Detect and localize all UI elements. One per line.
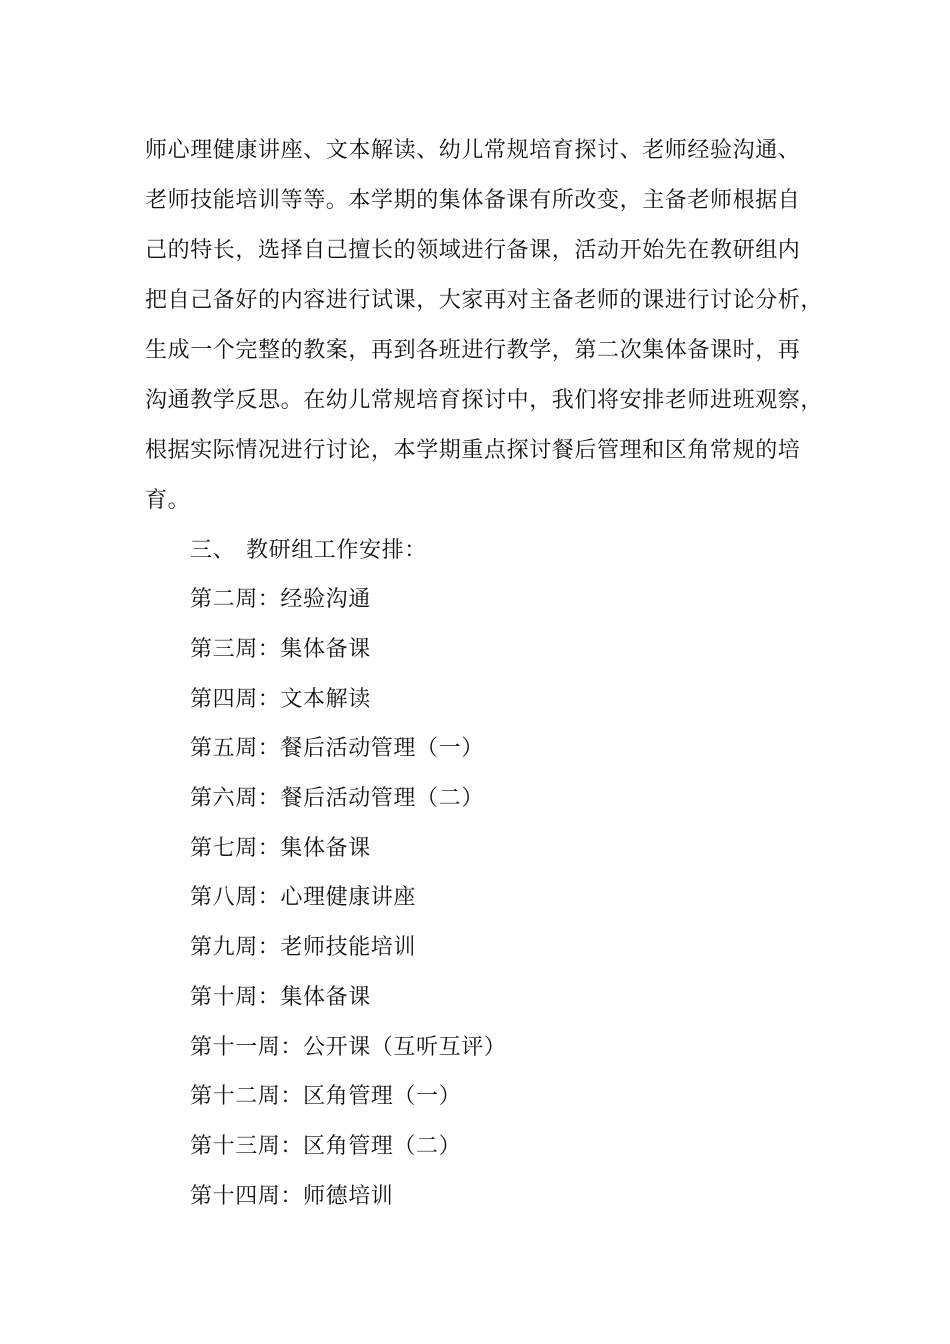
section-number: 三、 <box>190 538 236 563</box>
schedule-item: 第八周：心理健康讲座 <box>190 885 417 910</box>
paragraph-line: 育。 <box>145 488 191 513</box>
schedule-item: 第四周：文本解读 <box>190 687 371 712</box>
paragraph-line: 师心理健康讲座、文本解读、幼儿常规培育探讨、老师经验沟通、 <box>145 138 801 163</box>
paragraph-line: 把自己备好的内容进行试课，大家再对主备老师的课进行讨论分析， <box>145 288 824 313</box>
paragraph-line: 老师技能培训等等。本学期的集体备课有所改变，主备老师根据自 <box>145 188 801 213</box>
schedule-item: 第十周：集体备课 <box>190 985 371 1010</box>
schedule-item: 第九周：老师技能培训 <box>190 935 417 960</box>
schedule-item: 第十四周：师德培训 <box>190 1184 394 1209</box>
paragraph-line: 沟通教学反思。在幼儿常规培育探讨中，我们将安排老师进班观察， <box>145 388 824 413</box>
paragraph-line: 根据实际情况进行讨论，本学期重点探讨餐后管理和区角常规的培 <box>145 438 801 463</box>
schedule-item: 第二周：经验沟通 <box>190 587 371 612</box>
schedule-item: 第三周：集体备课 <box>190 637 371 662</box>
schedule-item: 第六周：餐后活动管理（二） <box>190 786 484 811</box>
schedule-item: 第七周：集体备课 <box>190 836 371 861</box>
section-heading <box>190 536 427 566</box>
schedule-item: 第十三周：区角管理（二） <box>190 1134 462 1159</box>
paragraph-line: 己的特长，选择自己擅长的领域进行备课，活动开始先在教研组内 <box>145 238 801 263</box>
schedule-item: 第十一周：公开课（互听互评） <box>190 1035 507 1060</box>
schedule-item: 第五周：餐后活动管理（一） <box>190 736 484 761</box>
paragraph-line: 生成一个完整的教案，再到各班进行教学，第二次集体备课时，再 <box>145 338 801 363</box>
schedule-item: 第十二周：区角管理（一） <box>190 1084 462 1109</box>
section-title: 教研组工作安排： <box>246 538 427 563</box>
